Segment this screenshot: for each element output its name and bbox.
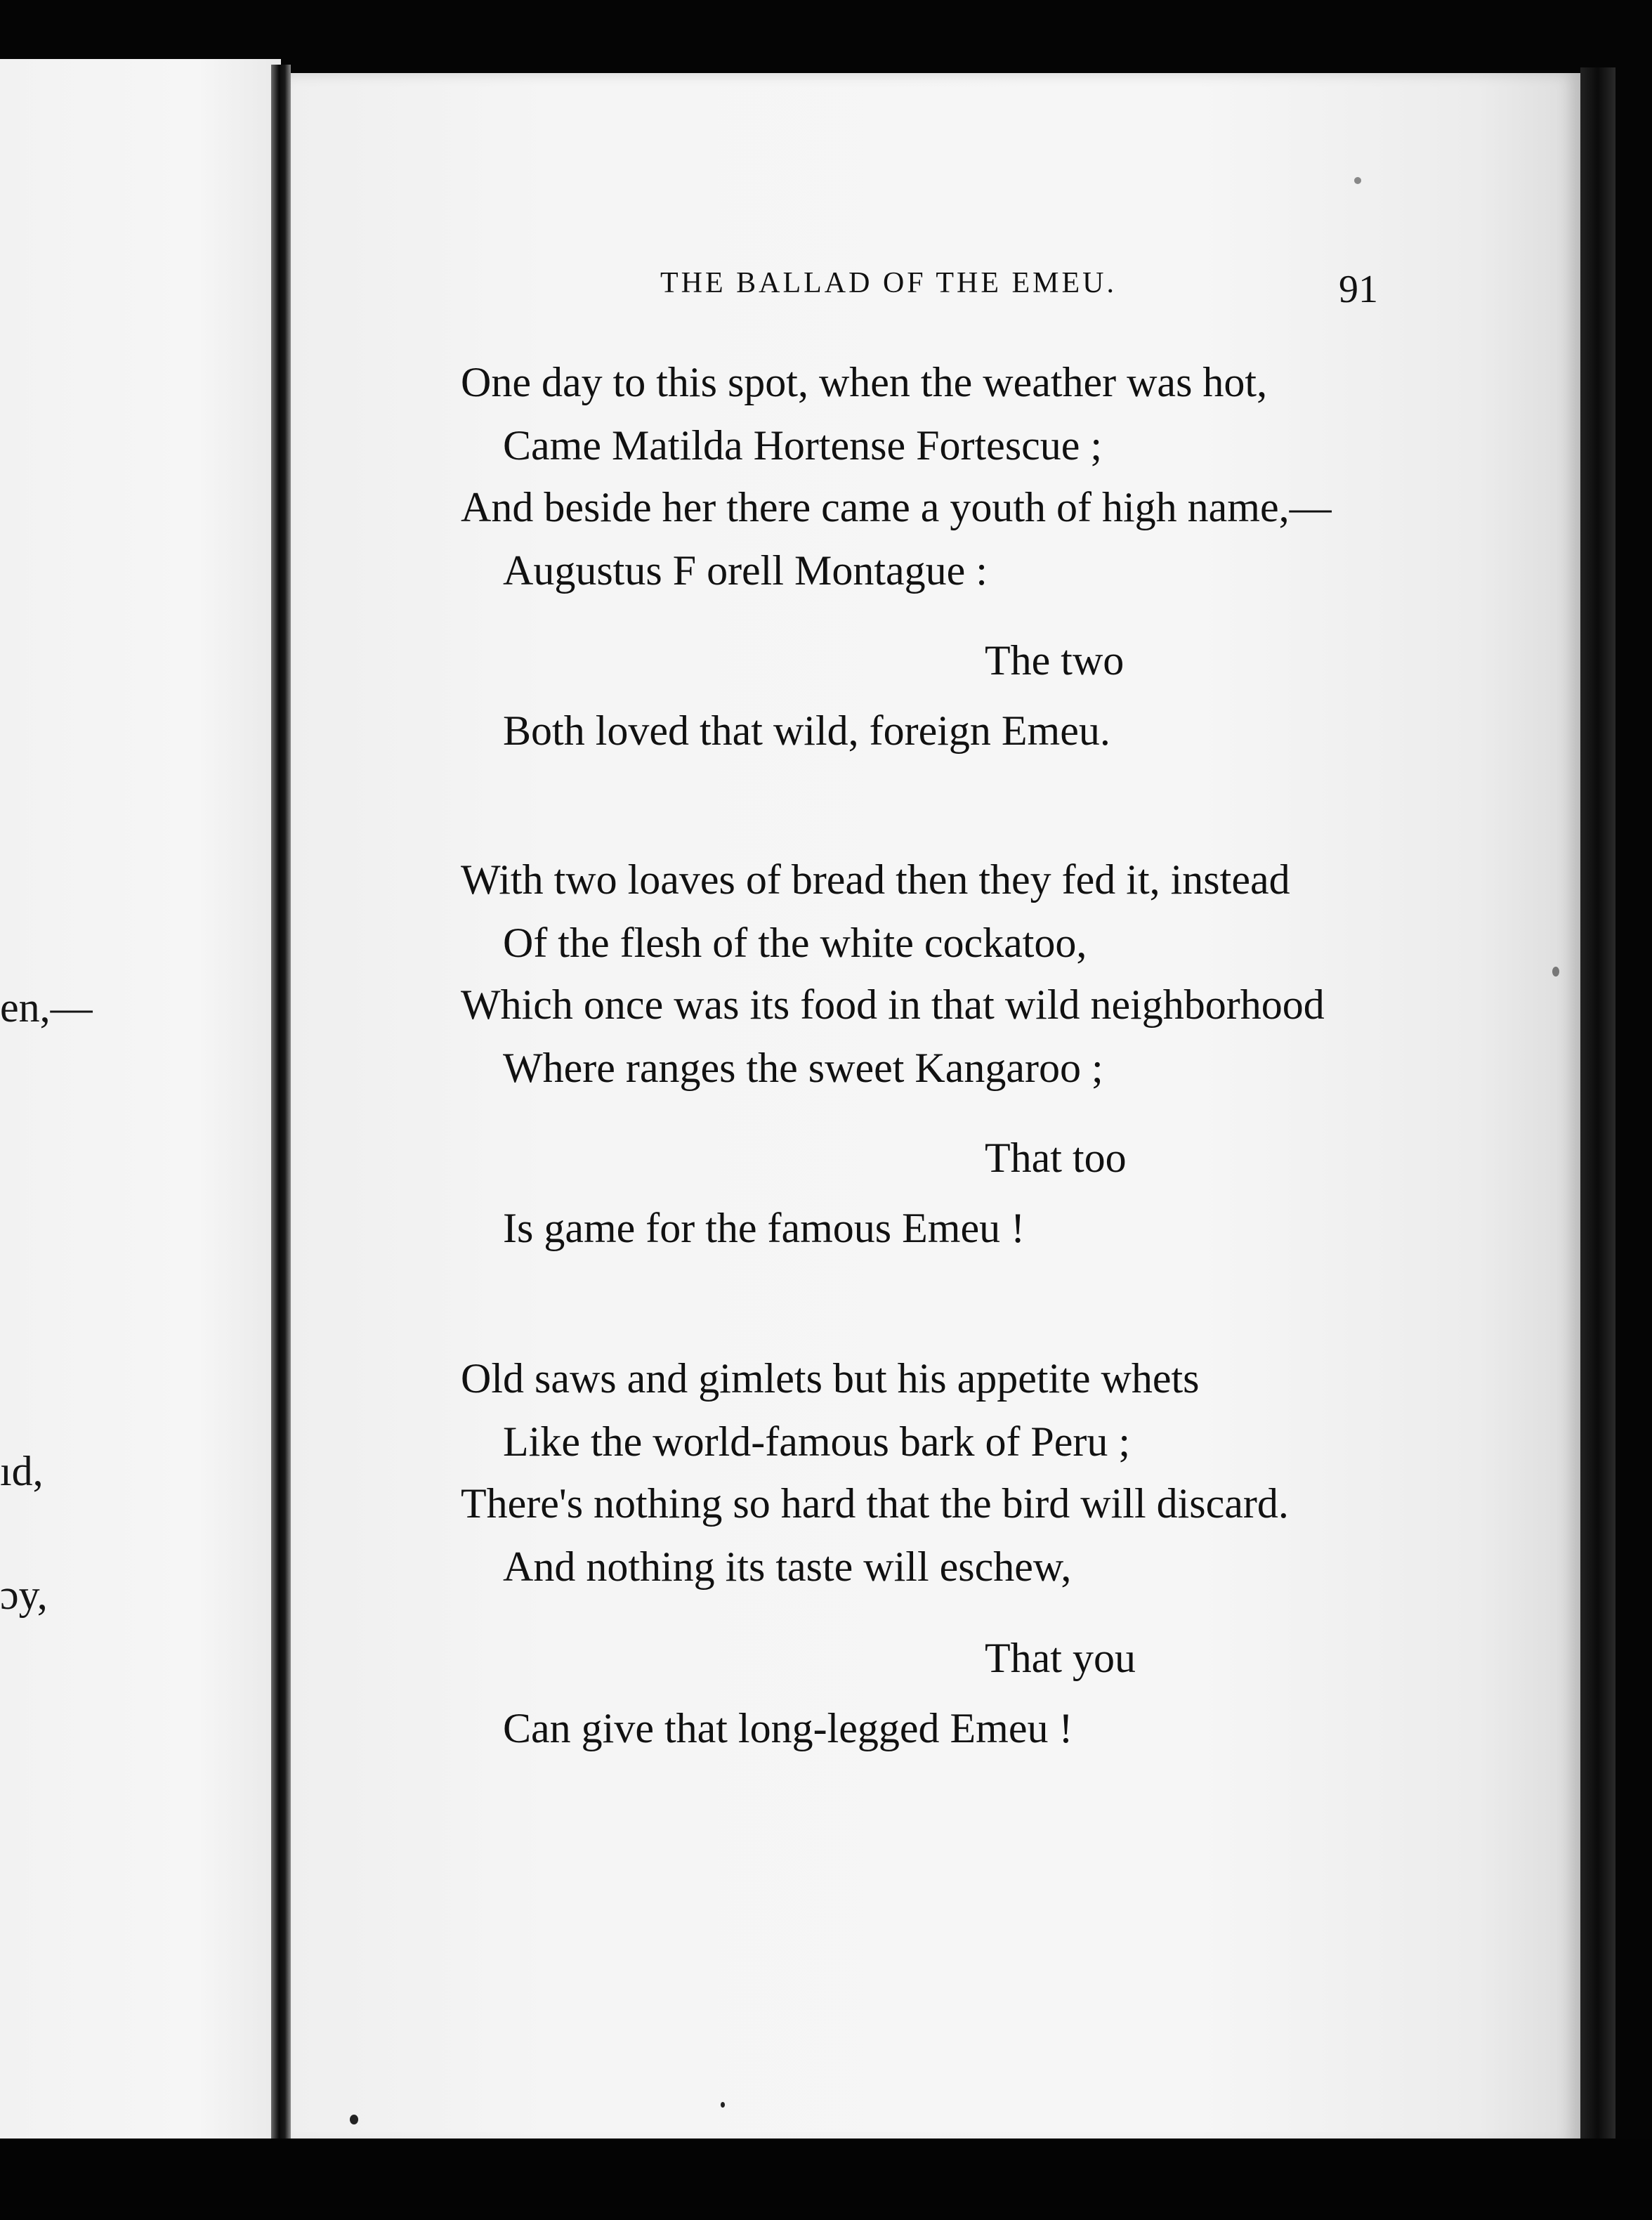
refrain-short: That too xyxy=(985,1135,1127,1181)
scan-speck xyxy=(1552,967,1559,977)
verse-line: And beside her there came a youth of high name,— xyxy=(461,484,1332,530)
left-fragment: en,— xyxy=(0,984,93,1031)
left-fragment: ıd, xyxy=(0,1448,44,1494)
left-fragment: ɔy, xyxy=(0,1572,48,1618)
running-head: THE BALLAD OF THE EMEU. xyxy=(660,267,1117,299)
book-gutter xyxy=(271,65,291,2144)
scan-border xyxy=(0,2139,1652,2220)
verse-line: Augustus F orell Montague : xyxy=(503,547,988,594)
verse-line: Where ranges the sweet Kangaroo ; xyxy=(503,1045,1103,1091)
verse-line: One day to this spot, when the weather was hot, xyxy=(461,359,1268,405)
refrain-line: Is game for the famous Emeu ! xyxy=(503,1205,1025,1251)
verse-line: There's nothing so hard that the bird will discard. xyxy=(461,1480,1289,1527)
verse-line: Like the world-famous bark of Peru ; xyxy=(503,1418,1131,1465)
scan-speck xyxy=(350,2115,358,2124)
scan-speck xyxy=(721,2102,725,2108)
page-edge xyxy=(1580,67,1615,2147)
scan-speck xyxy=(1354,177,1361,184)
verse-line: Which once was its food in that wild neighborhood xyxy=(461,981,1325,1028)
refrain-short: That you xyxy=(985,1635,1136,1681)
verse-line: Of the flesh of the white cockatoo, xyxy=(503,920,1087,966)
refrain-line: Can give that long-legged Emeu ! xyxy=(503,1705,1073,1751)
verse-line: Old saws and gimlets but his appetite whets xyxy=(461,1355,1200,1402)
verse-line: With two loaves of bread then they fed it, instead xyxy=(461,856,1290,903)
left-page xyxy=(0,59,281,2139)
verse-line: Came Matilda Hortense Fortescue ; xyxy=(503,422,1103,469)
refrain-short: The two xyxy=(985,637,1125,684)
refrain-line: Both loved that wild, foreign Emeu. xyxy=(503,707,1110,754)
verse-line: And nothing its taste will eschew, xyxy=(503,1543,1072,1590)
page-number: 91 xyxy=(1339,268,1378,311)
